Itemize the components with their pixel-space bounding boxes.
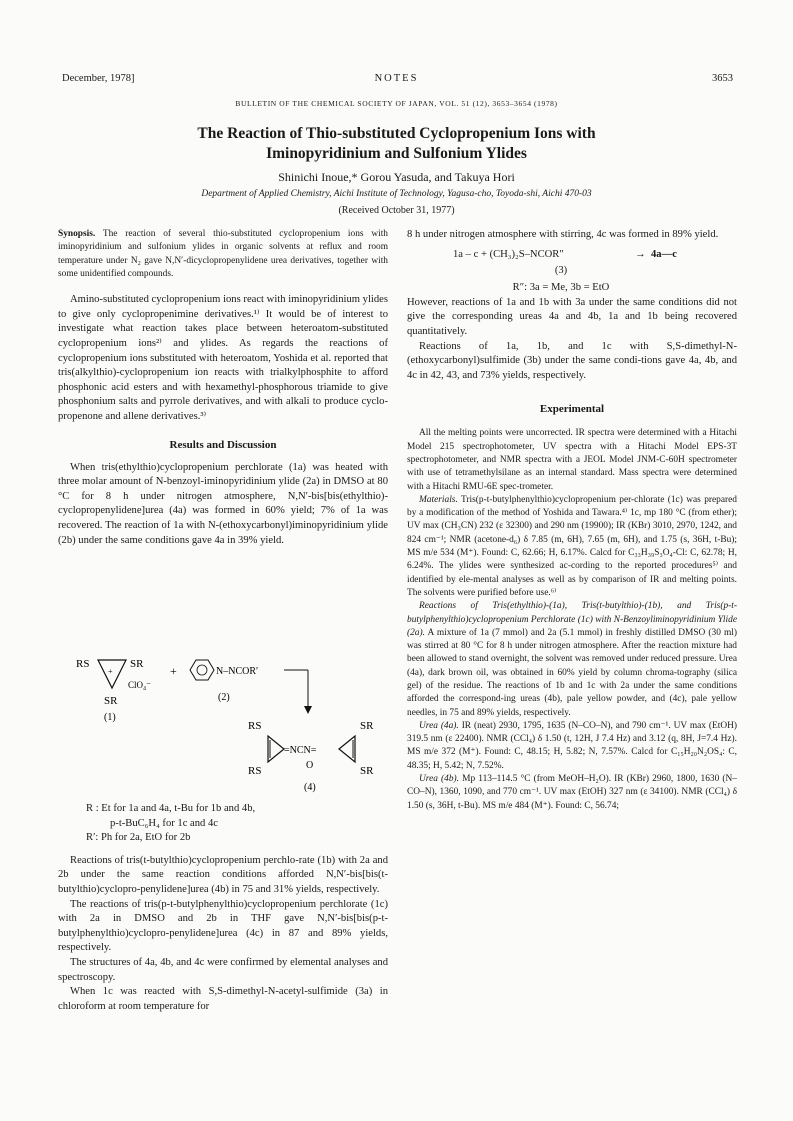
results-paragraph-5: When 1c was reacted with S,S-dimethyl-N-acetyl-sulfimide (3a) in chloroform at room temperature for [58, 986, 388, 1012]
right-paragraph-3: Reactions of 1a, 1b, and 1c with S,S-dimethyl-N-(ethoxycarbonyl)sulfimide (3b) under the same condi-tions gave 4a, 4b, and 4c in 42, 43, and 73% yields, respectively. [407, 340, 737, 381]
reactions-title: Reactions of Tris(ethylthio)-(1a), Tris(t-butylthio)-(1b), and Tris(p-t-butylphenylthio)cyclopropenium Perchlorate (1c) with N-Benzoyliminopyridinium Ylide (2a). [407, 601, 737, 638]
scheme-urea-center: =NCN= [284, 745, 317, 756]
scheme-legend [58, 802, 388, 846]
synopsis-text: The reaction of several thio-substituted cyclopropenium ions with iminopyridinium and sulfonium ylides in organic solvents at reflux and room temperature under N₂ gave N,N′-dicyclopropenylidene urea derivatives, together with some unidentified compounds. [58, 229, 388, 279]
results-paragraph-1: When tris(ethylthio)cyclopropenium perchlorate (1a) was heated with three molar amount of N-benzoyl-iminopyridinium ylide (2a) in DMSO at 80 °C for 8 h under nitrogen atmosphere, N,N′-bis[bis(ethylthio)-cyclopropenylidene]urea (4a) was formed in 60% yield; 7% of 1a was recovered. The reaction of 1a with N-(ethoxycarbonyl)iminopyridinium ylide (2b) under the same conditions gave 4a in 39% yield. [58, 461, 388, 546]
scheme-rs-1: RS [76, 658, 90, 670]
received-date: (Received October 31, 1977) [338, 205, 455, 216]
equation-right: 4a—c [651, 248, 677, 260]
right-paragraph-2: However, reactions of 1a and 1b with 3a under the same conditions did not give the corresponding ureas 4a and 4b, 1a and 1b being recovered quantitatively. [407, 296, 737, 337]
legend-line-2: p-t-BuC₆H₄ for 1c and 4c [110, 817, 219, 829]
reactions-paragraph [407, 600, 737, 720]
urea-4b-paragraph [407, 773, 737, 813]
urea-4b-label: Urea (4b). [419, 774, 459, 785]
equation-arrow: → [635, 248, 646, 260]
urea-4a-paragraph [407, 720, 737, 773]
aromatic-circle [197, 665, 207, 675]
scheme-label-2: (2) [218, 692, 230, 703]
scheme-sr-4: SR [360, 765, 374, 777]
scheme-sr-3: SR [360, 720, 374, 732]
journal-citation: BULLETIN OF THE CHEMICAL SOCIETY OF JAPAN, VOL. 51 (12), 3653–3654 (1978) [235, 99, 558, 108]
running-header-center: NOTES [374, 73, 419, 84]
equation-number: (3) [554, 264, 568, 276]
equation-legend: R″: 3a = Me, 3b = EtO [512, 282, 610, 294]
reactions-text: A mixture of 1a (7 mmol) and 2a (5.1 mmol) in freshly distilled DMSO (30 ml) was stirred at 80 °C for 8 h under nitrogen atmosphere. After the reaction mixture had been allowed to stand overnight, the solvent was removed under reduced pressure. Urea (4a), dark brown oil, was obtained in 60% yield by column chroma-tography (silica gel) of the residue. The reactions of 1b and 1c with 2a under the same conditions afforded the correspond-ing ureas (4b), pale yellow powder, and (4c), pale yellow needles, in 75 and 89% yields, respectively. [407, 627, 738, 718]
left-column-top [58, 228, 388, 548]
materials-text: Tris(p-t-butylphenylthio)cyclopropenium per-chlorate (1c) was prepared by a modification of the method of Yoshida and Tawara.⁴⁾ 1c, mp 180 °C (from ether); UV max (CH₃CN) 232 (ε 32300) and 290 nm (19900); IR (KBr) 3010, 2970, 1242, and 824 cm⁻¹; NMR (acetone-d₆) δ 7.85 (m, 6H), 7.65 (m, 6H), and 1.75 (s, 36H, t-Bu); MS m/e 534 (M⁺). Found: C, 62.66; H, 6.17%. Calcd for C₃₃H₃₉S₃O₄-Cl: C, 62.78; H, 6.24%. The ylides were synthesized ac-cording to the reported procedures⁵⁾ and identified by ele-mental analyses as well as by comparison of IR and melting points. The solvents were purified before use.⁶⁾ [407, 494, 737, 598]
section-heading-results: Results and Discussion [169, 438, 277, 451]
urea-4b-text: Mp 113–114.5 °C (from MeOH–H₂O). IR (KBr) 2960, 1800, 1630 (N–CO–N), 1360, 1090, and 770 cm⁻¹. UV max (EtOH) 327 nm (ε 34100). NMR (CCl₄) δ 1.50 (s, 36H, t-Bu). MS m/e 484 (M⁺). Found: C, 56.74; [407, 774, 737, 811]
scheme-sr-1: SR [130, 658, 144, 670]
urea-4a-label: Urea (4a). [419, 720, 459, 731]
synopsis-label: Synopsis. [58, 229, 96, 239]
equation-row [407, 248, 737, 264]
article-title [0, 124, 793, 164]
scheme-rs-3: RS [248, 765, 262, 777]
arrow-head [304, 706, 312, 714]
scheme-rs-2: RS [248, 720, 262, 732]
materials-label: Materials. [419, 494, 458, 505]
legend-line-1: R : Et for 1a and 4a, t-Bu for 1b and 4b, [86, 803, 256, 814]
results-paragraph-4: The structures of 4a, 4b, and 4c were confirmed by elemental analyses and spectroscopy. [58, 956, 388, 983]
pyridine-ring [190, 660, 214, 680]
page-number: 3653 [712, 73, 733, 84]
urea-4a-text: IR (neat) 2930, 1795, 1635 (N–CO–N), and 790 cm⁻¹. UV max (EtOH) 319.5 nm (ε 22400). NMR (CCl₄) δ 1.50 (t, 12H, J 7.4 Hz) and 3.12 (q, 8H, J=7.4 Hz). MS m/e 372 (M⁺). Found: C, 48.15; H, 5.82; N, 7.57%. Calcd for C₁₅H₂₀N₂OS₄: C, 48.35; H, 5.42; N, 7.52%. [407, 720, 738, 771]
results-paragraph-3: The reactions of tris(p-t-butylphenylthio)cyclopropenium perchlorate (1c) with 2a in DMSO and 2b in THF gave N,N′-bis[bis(p-t-butylphenylthio)cyclopro-penylidene]urea (4c) in 87 and 89% yields, respectively. [58, 898, 388, 954]
experimental-paragraph-1: All the melting points were uncorrected. IR spectra were determined with a Hitachi Model 215 spectrophotometer, UV spectra with a Hitachi Model EPS-3T spectrophotometer, and NMR spectra with a JEOL Model JNM-C-60H spectrometer with use of tetramethylsilane as an internal standard. Mass spectra were determined with a Hitachi RMU-6E spec-trometer. [407, 428, 737, 492]
title-line-2: Iminopyridinium and Sulfonium Ylides [266, 145, 527, 162]
legend-line-3: R′: Ph for 2a, EtO for 2b [86, 832, 191, 844]
right-column [407, 228, 737, 813]
left-column-bottom [58, 802, 388, 1014]
author-list: Shinichi Inoue,* Gorou Yasuda, and Takuya Hori [278, 170, 515, 184]
scheme-oxygen: O [306, 760, 314, 771]
reaction-scheme [58, 650, 388, 800]
materials-paragraph [407, 494, 737, 600]
scheme-charge-plus: + [108, 667, 113, 676]
running-header-left: December, 1978] [62, 73, 135, 84]
scheme-label-1: (1) [104, 712, 116, 723]
section-heading-experimental: Experimental [539, 403, 605, 416]
scheme-ylide: N–NCOR′ [216, 666, 259, 677]
intro-paragraph: Amino-substituted cyclopropenium ions react with iminopyridinium ylides to give only cyclopropenimine derivatives.¹⁾ It would be of interest to investigate what reaction takes place between heteroatom-substituted cyclopropenium ions²⁾ and ylides. As regards the reactions of cyclopropenium ions substituted with heteroatom, Yoshida et al. reported that tris(alkylthio)-cyclopropenium ion reacts with trialkylphosphite to afford phosphonic acid esters and with hexamethyl-phosphorous triamide to give phosphonium salts and pyrrole derivatives, and with alkali to produce cyclo-propenone and allene derivatives.³⁾ [58, 294, 388, 422]
synopsis [58, 228, 388, 281]
results-paragraph-2: Reactions of tris(t-butylthio)cyclopropenium perchlo-rate (1b) with 2a and 2b under the same reaction conditions afforded N,N′-bis[bis(t-butylthio)cyclopro-penylidene]urea (4b) in 75 and 31% yields, respectively. [58, 854, 388, 895]
scheme-label-4: (4) [304, 782, 316, 793]
title-line-1: The Reaction of Thio-substituted Cyclopropenium Ions with [197, 125, 596, 142]
scheme-plus: + [170, 664, 177, 678]
scheme-sr-2: SR [104, 695, 118, 707]
equation-left: 1a – c + (CH₃)₂S–NCOR″ [453, 248, 564, 260]
affiliation: Department of Applied Chemistry, Aichi Institute of Technology, Yagusa-cho, Toyoda-shi, Aichi 470-03 [201, 189, 592, 199]
scheme-perchlorate: ClO₄⁻ [128, 680, 151, 690]
continued-paragraph: 8 h under nitrogen atmosphere with stirring, 4c was formed in 89% yield. [407, 229, 719, 240]
